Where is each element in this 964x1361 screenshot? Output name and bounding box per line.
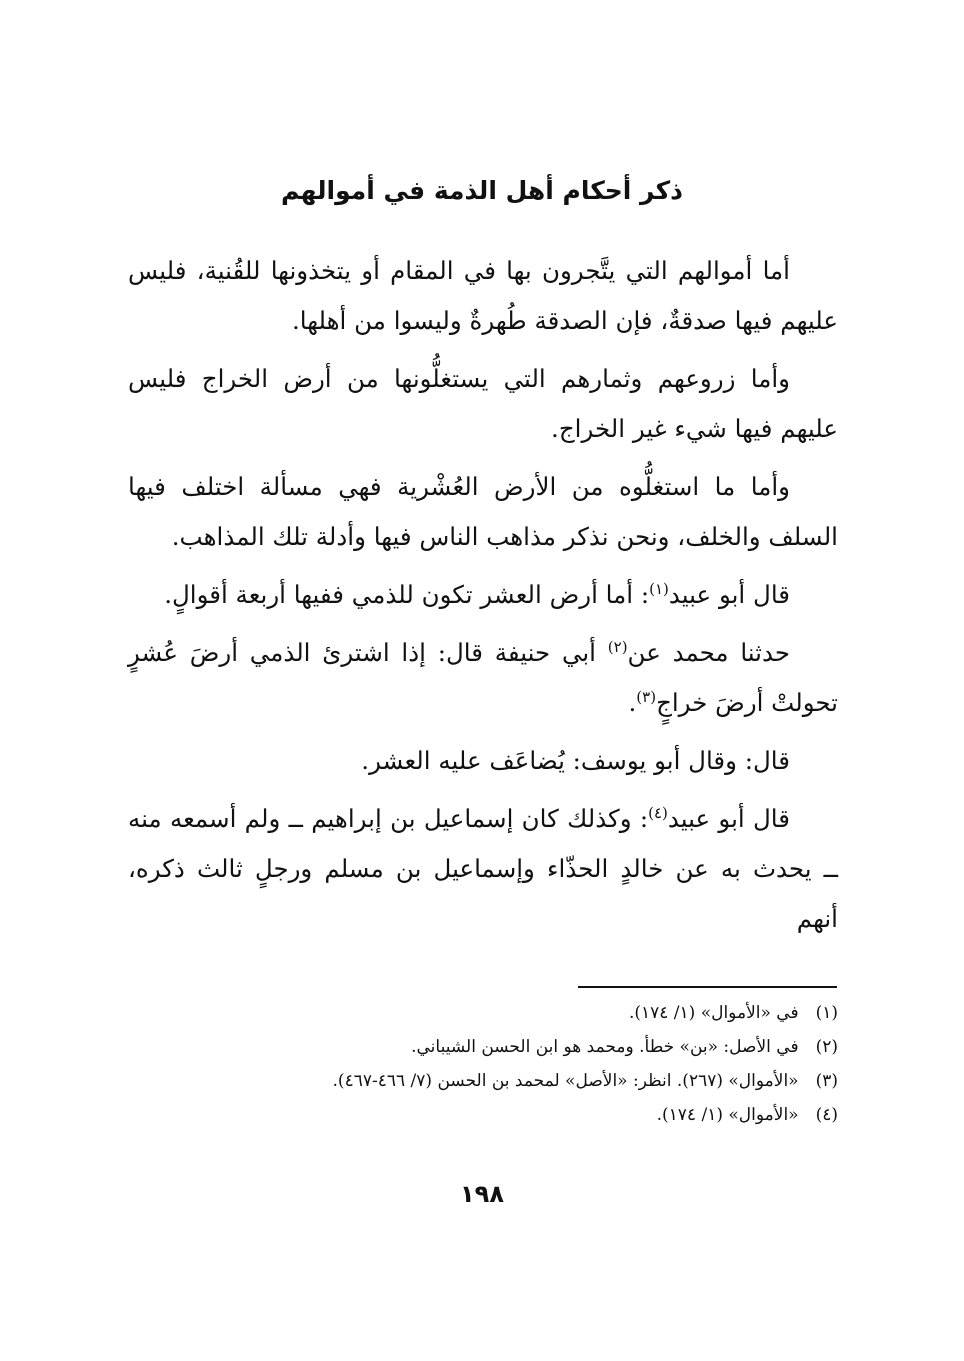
paragraph [128, 628, 838, 728]
footnote-divider [578, 986, 837, 988]
footnote-ref: (٤) [648, 803, 668, 822]
paragraph [128, 570, 838, 620]
paragraph-text: أبي حنيفة قال: إذا اشترئ الذمي أرضَ عُشرٍ تحولتْ أرضَ خراجٍ [128, 638, 838, 717]
footnote-number: (٢) [815, 1037, 838, 1057]
footnote [128, 1030, 838, 1064]
paragraph [128, 794, 838, 944]
paragraph-text: حدثنا محمد عن [627, 638, 790, 667]
paragraph: قال: وقال أبو يوسف: يُضاعَف عليه العشر. [361, 746, 790, 775]
paragraph-text: . [628, 688, 637, 717]
footnote-text: «الأموال» (٢٦٧). انظر: «الأصل» لمحمد بن الحسن (٧/ ٤٦٦-٤٦٧). [332, 1071, 799, 1091]
footnote-ref: (١) [649, 579, 669, 598]
section-title: ذكر أحكام أهل الذمة في أموالهم [281, 176, 683, 205]
paragraph-text: قال أبو عبيد [667, 804, 790, 833]
footnote-ref: (٢) [607, 637, 628, 656]
footnote-text: «الأموال» (١/ ١٧٤). [656, 1105, 799, 1125]
footnotes [128, 996, 838, 1132]
footnote-number: (٤) [815, 1105, 838, 1125]
paragraph: أما أموالهم التي يتَّجرون بها في المقام أو يتخذونها للقُنية، فليس عليهم فيها صدقةٌ، فإن الصدقة طُهرةٌ وليسوا من أهلها. [128, 256, 838, 335]
footnote-number: (٣) [815, 1071, 838, 1091]
footnote [128, 1098, 838, 1132]
footnote [128, 996, 838, 1030]
footnote [128, 1064, 838, 1098]
paragraph: وأما زروعهم وثمارهم التي يستغلُّونها من أرض الخراج فليس عليهم فيها شيء غير الخراج. [128, 364, 838, 443]
footnote-ref: (٣) [636, 687, 657, 706]
main-text [128, 246, 838, 952]
paragraph: وأما ما استغلُّوه من الأرض العُشْرية فهي مسألة اختلف فيها السلف والخلف، ونحن نذكر مذاهب الناس فيها وأدلة تلك المذاهب. [128, 472, 838, 551]
footnote-number: (١) [815, 1003, 838, 1023]
page-number: ١٩٨ [460, 1180, 504, 1208]
footnote-text: في الأصل: «بن» خطأ. ومحمد هو ابن الحسن الشيباني. [411, 1037, 799, 1057]
footnote-text: في «الأموال» (١/ ١٧٤). [628, 1003, 799, 1023]
paragraph-text: قال أبو عبيد [668, 580, 790, 609]
paragraph-text: : أما أرض العشر تكون للذمي ففيها أربعة أقوالٍ. [164, 580, 650, 609]
paragraph-text: : وكذلك كان إسماعيل بن إبراهيم ــ ولم أسمعه منه ــ يحدث به عن خالدٍ الحذّاء وإسماعيل بن مسلم ورجلٍ ثالث ذكره، أنهم [128, 804, 838, 933]
